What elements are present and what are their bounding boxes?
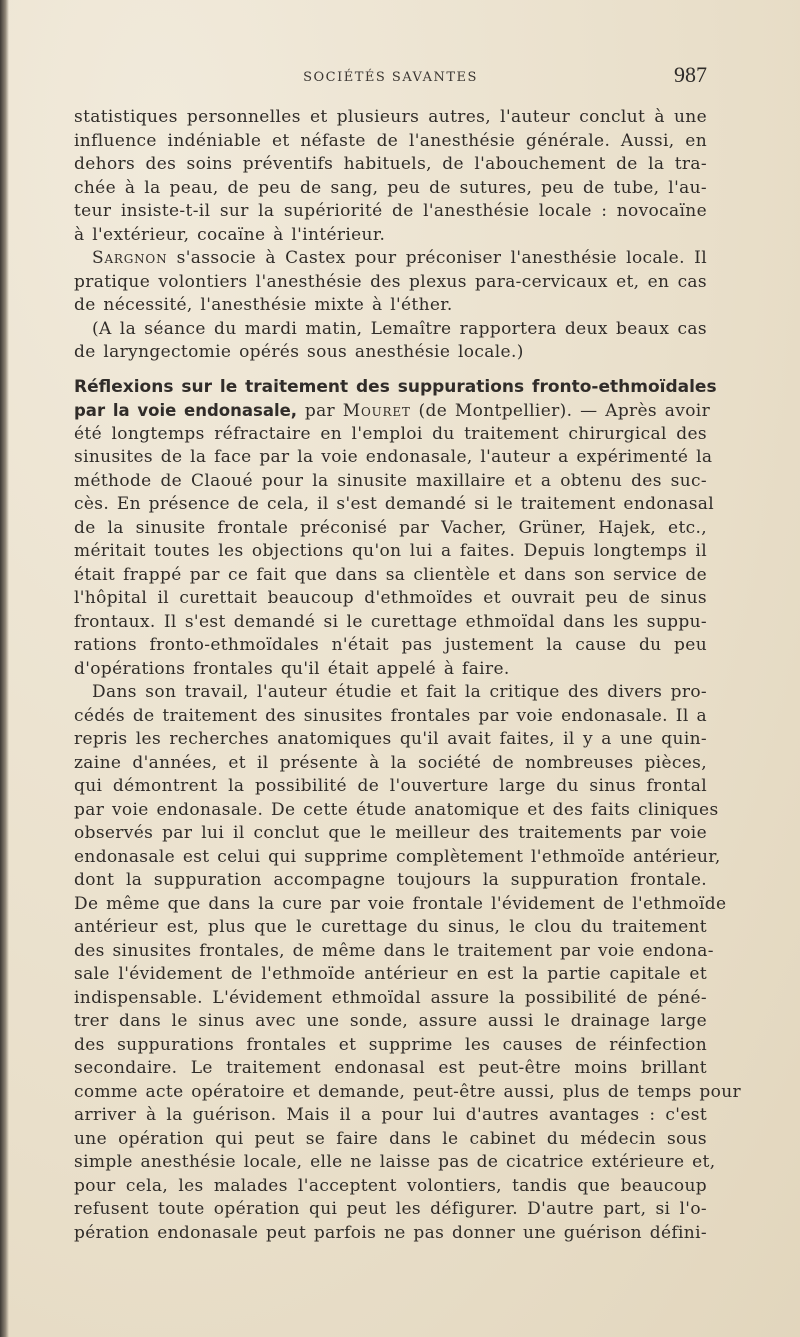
text-line [74, 247, 707, 271]
text-line: d'opérations frontales qu'il était appelé à faire. [74, 658, 510, 679]
article-section [74, 376, 741, 1246]
text-line: des suppurations frontales et supprime les causes de réinfection [74, 1034, 707, 1055]
text-line: De même que dans la cure par voie frontale l'évidement de l'ethmoïde [74, 893, 727, 914]
article-title-continued: par la voie endonasale, [74, 401, 298, 420]
text-line: (A la séance du mardi matin, Lemaître rapportera deux beaux cas [92, 318, 707, 339]
text-line: secondaire. Le traitement endonasal est peut-être moins brillant [74, 1058, 707, 1078]
text-line: de la sinusite frontale préconisé par Vacher, Grüner, Hajek, etc., [74, 517, 707, 538]
text-line: influence indéniable et néfaste de l'anesthésie générale. Aussi, en [74, 130, 707, 151]
text-line: simple anesthésie locale, elle ne laisse pas de cicatrice extérieure et, [74, 1152, 716, 1172]
text-line: sale l'évidement de l'ethmoïde antérieur en est la partie capitale et [74, 964, 707, 984]
text-span: par [297, 401, 343, 421]
text-line: sinusites de la face par la voie endonasale, l'auteur a expérimenté la [74, 447, 713, 467]
paragraph-3 [74, 318, 707, 365]
text-span: s'associe à Castex pour préconiser l'anesthésie locale. Il [167, 248, 707, 268]
article-title: Réflexions sur le traitement des suppurations fronto-ethmoïdales [74, 376, 717, 397]
page-binding-edge [0, 0, 9, 1337]
page-number: 987 [674, 62, 707, 87]
text-line: cès. En présence de cela, il s'est demandé si le traitement endonasal [74, 494, 715, 514]
paragraph-2 [74, 247, 707, 318]
author-name: Mouret [342, 401, 411, 421]
article-title-line [74, 376, 717, 400]
text-line: de laryngectomie opérés sous anesthésie locale.) [74, 342, 524, 362]
author-name: Sargnon [92, 248, 168, 268]
text-line: pratique volontiers l'anesthésie des plexus para-cervicaux et, en cas [74, 271, 707, 292]
body-text [74, 106, 741, 1245]
text-line [74, 399, 711, 423]
text-line: teur insiste-t-il sur la supériorité de l'anesthésie locale : novocaïne [74, 201, 707, 221]
text-line: arriver à la guérison. Mais il a pour lui d'autres avantages : c'est [74, 1105, 707, 1125]
text-line: pour cela, les malades l'acceptent volontiers, tandis que beaucoup [74, 1175, 707, 1196]
text-line: rations fronto-ethmoïdales n'était pas justement la cause du peu [74, 635, 707, 655]
text-line: été longtemps réfractaire en l'emploi du traitement chirurgical des [74, 423, 707, 444]
text-line: par voie endonasale. De cette étude anatomique et des faits cliniques [74, 799, 719, 820]
text-line: de nécessité, l'anesthésie mixte à l'éther. [74, 295, 453, 315]
text-line: indispensable. L'évidement ethmoïdal assure la possibilité de péné- [74, 987, 707, 1008]
text-line: refusent toute opération qui peut les défigurer. D'autre part, si l'o- [74, 1199, 707, 1219]
running-title: SOCIÉTÉS SAVANTES [303, 70, 478, 85]
running-header [74, 62, 707, 92]
section-spacer [74, 365, 707, 376]
text-line: qui démontrent la possibilité de l'ouverture large du sinus frontal [74, 776, 707, 796]
text-line: Dans son travail, l'auteur étudie et fait la critique des divers pro- [92, 682, 707, 702]
text-line: une opération qui peut se faire dans le cabinet du médecin sous [74, 1128, 707, 1149]
text-line: pération endonasale peut parfois ne pas donner une guérison défini- [74, 1222, 707, 1243]
text-line: repris les recherches anatomiques qu'il avait faites, il y a une quin- [74, 729, 707, 749]
text-line: statistiques personnelles et plusieurs autres, l'auteur conclut à une [74, 107, 707, 127]
text-line: antérieur est, plus que le curettage du sinus, le clou du traitement [74, 917, 707, 937]
text-line: dont la suppuration accompagne toujours la suppuration frontale. [74, 870, 707, 890]
text-line: méthode de Claoué pour la sinusite maxillaire et a obtenu des suc- [74, 470, 707, 491]
text-line: zaine d'années, et il présente à la société de nombreuses pièces, [74, 752, 707, 773]
text-line: chée à la peau, de peu de sang, peu de sutures, peu de tube, l'au- [74, 177, 707, 198]
text-line: était frappé par ce fait que dans sa clientèle et dans son service de [74, 564, 707, 585]
text-line: dehors des soins préventifs habituels, de l'abouchement de la tra- [74, 154, 707, 174]
paragraph-1 [74, 106, 707, 247]
text-line: endonasale est celui qui supprime complètement l'ethmoïde antérieur, [74, 846, 721, 867]
text-span: (de Montpellier). — Après avoir [410, 401, 711, 421]
text-line: comme acte opératoire et demande, peut-être aussi, plus de temps pour [74, 1081, 741, 1102]
text-line: méritait toutes les objections qu'on lui a faites. Depuis longtemps il [74, 541, 707, 561]
text-line: à l'extérieur, cocaïne à l'intérieur. [74, 224, 386, 245]
text-line: observés par lui il conclut que le meilleur des traitements par voie [74, 823, 707, 843]
text-line: l'hôpital il curettait beaucoup d'ethmoïdes et ouvrait peu de sinus [74, 588, 707, 608]
text-line: frontaux. Il s'est demandé si le curettage ethmoïdal dans les suppu- [74, 611, 707, 632]
text-line: des sinusites frontales, de même dans le traitement par voie endona- [74, 940, 714, 961]
text-line: cédés de traitement des sinusites frontales par voie endonasale. Il a [74, 705, 707, 726]
text-line: trer dans le sinus avec une sonde, assure aussi le drainage large [74, 1011, 707, 1031]
